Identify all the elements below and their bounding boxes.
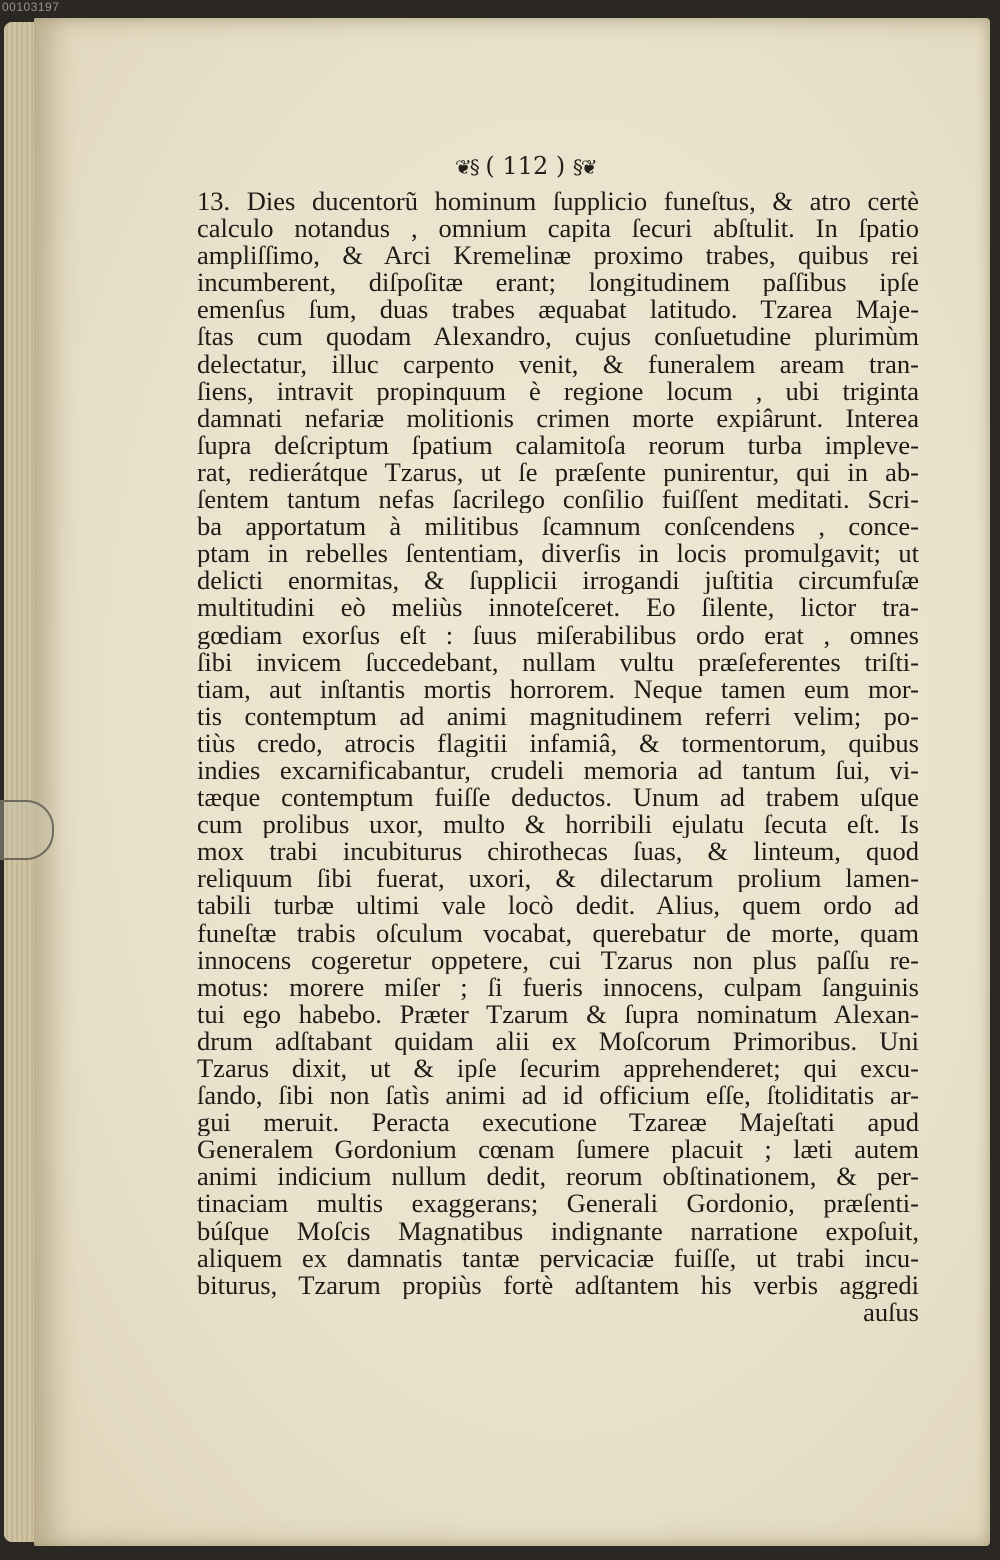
page-tab-clip: [0, 800, 54, 860]
text-line: multitudini eò meliùs innoteſceret. Eo ſilente, lictor tra-: [197, 594, 919, 622]
text-line: ſentem tantum nefas ſacrilego conſilio fuiſſent meditati. Scri-: [197, 486, 919, 514]
text-line: reliquum ſibi fuerat, uxori, & dilectarum prolium lamen-: [197, 865, 919, 893]
text-line: delicti enormitas, & ſupplicii irrogandi juſtitia circumfuſæ: [197, 567, 919, 595]
body-text: [197, 188, 919, 1326]
text-line: ampliſſimo, & Arci Kremelinæ proximo trabes, quibus rei: [197, 242, 919, 270]
text-line: tis contemptum ad animi magnitudinem referri velim; po-: [197, 702, 919, 730]
text-line: gui meruit. Peracta executione Tzareæ Majeſtati apud: [197, 1109, 919, 1137]
page-header: [455, 152, 596, 180]
text-line: tæque contemptum fuiſſe deductos. Unum ad trabem uſque: [197, 784, 919, 812]
right-ornament-icon: §❦: [572, 155, 596, 179]
text-line: ſupra deſcriptum ſpatium calamitoſa reorum turba impleve-: [197, 431, 919, 459]
text-line: aliquem ex damnatis tantæ pervicaciæ fuiſſe, ut trabi incu-: [197, 1244, 919, 1272]
text-line: búſque Moſcis Magnatibus indignante narratione expoſuit,: [197, 1217, 919, 1245]
text-line: animi indicium nullum dedit, reorum obſtinationem, & per-: [197, 1163, 919, 1191]
text-line: drum adſtabant quidam alii ex Moſcorum Primoribus. Uni: [197, 1027, 919, 1055]
text-line: calculo notandus , omnium capita ſecuri abſtulit. In ſpatio: [197, 215, 919, 243]
text-line: tiùs credo, atrocis flagitii infamiâ, & tormentorum, quibus: [197, 729, 919, 757]
text-line: motus: morere miſer ; ſi fueris innocens, culpam ſanguinis: [197, 973, 919, 1001]
text-line: gœdiam exorſus eſt : ſuus miſerabilibus ordo erat , omnes: [197, 621, 919, 649]
left-ornament-icon: ❦§: [455, 155, 478, 179]
text-line: 13. Dies ducentorũ hominum ſupplicio funeſtus, & atro certè: [197, 188, 919, 216]
text-line: ſibi invicem ſuccedebant, nullam vultu præſeferentes triſti-: [197, 648, 919, 676]
catchword: auſus: [863, 1298, 919, 1326]
text-line: ſando, ſibi non ſatìs animi ad id officium eſſe, ſtoliditatis ar-: [197, 1082, 919, 1110]
page-number: ( 112 ): [485, 152, 566, 180]
text-line: innocens cogeretur oppetere, cui Tzarus non plus paſſu re-: [197, 946, 919, 974]
text-line: Tzarus dixit, ut & ipſe ſecurim apprehenderet; qui excu-: [197, 1055, 919, 1083]
text-line: ptam in rebelles ſententiam, diverſis in locis promulgavit; ut: [197, 540, 919, 568]
text-line: Generalem Gordonium cœnam ſumere placuit ; læti autem: [197, 1136, 919, 1164]
text-line: rat, redierátque Tzarus, ut ſe præſente punirentur, qui in ab-: [197, 458, 919, 487]
text-line: incumberent, diſpoſitæ erant; longitudinem paſſibus ipſe: [197, 269, 919, 297]
scan-id-label: 00103197: [2, 0, 60, 14]
text-line: indies excarnificabantur, crudeli memoria ad tantum ſui, vi-: [197, 756, 919, 785]
text-line: emenſus ſum, duas trabes æquabat latitudo. Tzarea Maje-: [197, 296, 919, 324]
text-line: tabili turbæ ultimi vale locò dedit. Alius, quem ordo ad: [197, 892, 919, 920]
text-line: funeſtæ trabis oſculum vocabat, querebatur de morte, quam: [197, 919, 919, 947]
text-line: ſtas cum quodam Alexandro, cujus conſuetudine plurimùm: [197, 323, 919, 351]
text-line: damnati nefariæ molitionis crimen morte expiârunt. Interea: [197, 404, 919, 432]
text-line: mox trabi incubiturus chirothecas ſuas, & linteum, quod: [197, 838, 919, 866]
text-line: ſiens, intravit propinquum è regione locum , ubi triginta: [197, 377, 919, 405]
text-line: delectatur, illuc carpento venit, & funeralem aream tran-: [197, 350, 919, 378]
text-line: tui ego habebo. Præter Tzarum & ſupra nominatum Alexan-: [197, 1000, 919, 1028]
text-line: ba apportatum à militibus ſcamnum conſcendens , conce-: [197, 513, 919, 541]
text-line: biturus, Tzarum propiùs fortè adſtantem his verbis aggredi: [197, 1271, 919, 1299]
text-line: tinaciam multis exaggerans; Generali Gordonio, præſenti-: [197, 1190, 919, 1218]
text-line: cum prolibus uxor, multo & horribili ejulatu ſecuta eſt. Is: [197, 811, 919, 839]
text-line: tiam, aut inſtantis mortis horrorem. Neque tamen eum mor-: [197, 675, 919, 703]
